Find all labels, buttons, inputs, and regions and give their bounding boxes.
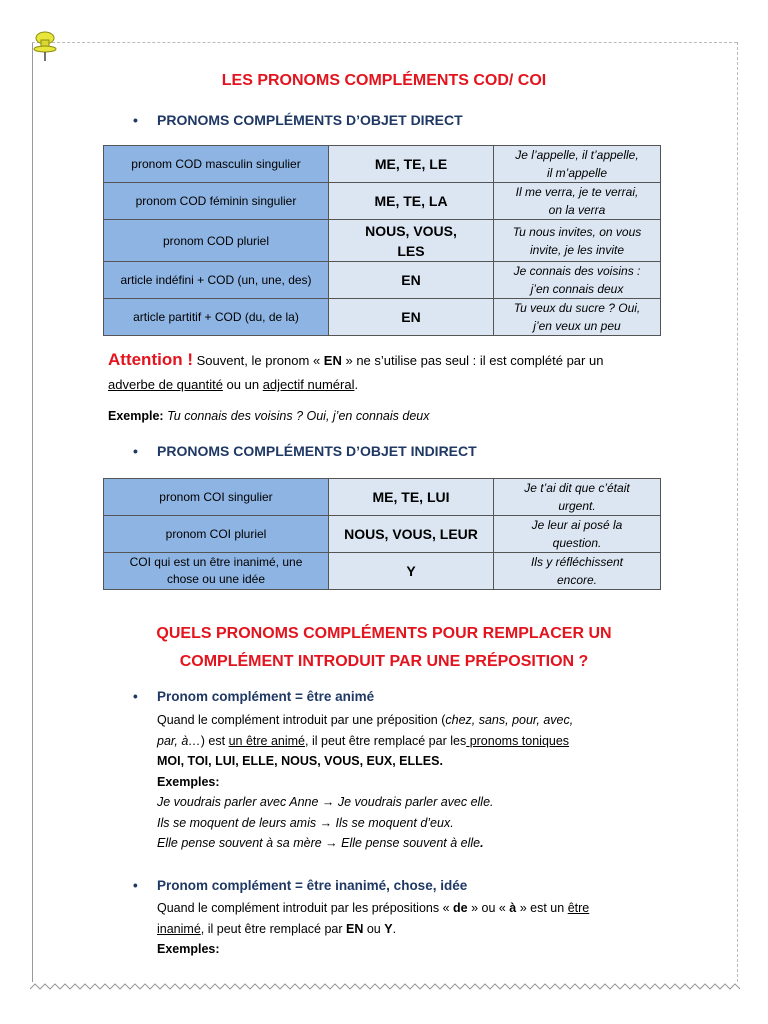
- table-row: [104, 479, 661, 516]
- arrow-right-icon: →: [321, 795, 335, 809]
- table-cell: ME, TE, LUI: [329, 479, 494, 516]
- pushpin-icon: [30, 28, 60, 62]
- table-cell: Je t’ai dit que c’était urgent.: [494, 479, 661, 516]
- cod-table: [103, 145, 661, 336]
- bullet-icon: •: [133, 689, 138, 704]
- table-cell: EN: [329, 299, 494, 336]
- table-row: [104, 262, 661, 299]
- table-cell: pronom COI pluriel: [104, 516, 329, 553]
- attention-note: Attention ! Souvent, le pronom « EN » ne s’utilise pas seul : il est complété par un adverbe de quantité ou un adjectif numéral.: [108, 350, 604, 392]
- bullet-icon: •: [133, 878, 138, 893]
- table-cell: Y: [329, 553, 494, 590]
- table-row: [104, 299, 661, 336]
- arrow-right-icon: →: [319, 815, 333, 830]
- document-page: LES PRONOMS COMPLÉMENTS COD/ COI • PRONOMS COMPLÉMENTS D’OBJET DIRECT pronom COD masculin singulier ME, TE, LE Je l’appelle, il t’appelle, il m’appelle pronom COD féminin singulier ME, TE, LA Il me verra, je te verrai, on la verra pronom COD pluriel NOUS, VOUS, LES Tu nous invites, on vous invite, je les invite article indéfini + COD (un, une, des) EN Je connais des voisins : j’en connais deux article partitif + COD (du, de la) EN Tu veux du sucre ? Oui, j’en veux un peu Attention ! Souvent, le pronom « EN » ne s’utilise pas seul : il est complété par un adverbe de quantité ou un adjectif numéral. Exemple: Tu connais des voisins ? Oui, j’en connais deux • PRONOMS COMPLÉMENTS D’OBJET INDIRECT pronom COI singulier ME, TE, LUI Je t’ai dit que c’était urgent. pronom COI pluriel NOUS, VOUS, LEUR Je leur ai posé la question. COI qui est un être inanimé, une chose ou une idée Y Ils y réfléchissent encore. QUELS PRONOMS COMPLÉMENTS POUR REMPLACER UN COMPLÉMENT INTRODUIT PAR UNE PRÉPOSITION ? • Pronom complément = être animé Quand le complément introduit par une préposition (chez, sans, pour, avec, par, à…) est un être animé, il peut être remplacé par les pronoms toniques MOI, TOI, LUI, ELLE, NOUS, VOUS, EUX, ELLES. Exemples: Je voudrais parler avec Anne → Je voudrais parler avec elle. Ils se moquent de leurs amis → Ils se moquent d’eux. Elle pense souvent à sa mère → Elle pense souvent à elle. • Pronom complément = être inanimé, chose, idée Quand le complément introduit par les prépositions « de » ou « à » est un être inanimé, il peut être remplacé par EN ou Y. Exemples:: [0, 0, 768, 1024]
- table-cell: EN: [329, 262, 494, 299]
- table-cell: article partitif + COD (du, de la): [104, 299, 329, 336]
- anime-paragraph: Quand le complément introduit par une préposition (chez, sans, pour, avec, par, à…) est un être animé, il peut être remplacé par les pronoms toniques MOI, TOI, LUI, ELLE, NOUS, VOUS, EUX, ELLES. Exemples: Je voudrais parler avec Anne → Je voudrais parler avec elle. Ils se moquent de leurs amis → Ils se moquent d’eux. Elle pense souvent à sa mère → Elle pense souvent à elle.: [157, 713, 574, 850]
- table-row: [104, 553, 661, 590]
- table-cell: NOUS, VOUS, LES: [329, 220, 494, 262]
- table-cell: pronom COI singulier: [104, 479, 329, 516]
- table-cell: Tu veux du sucre ? Oui, j’en veux un peu: [494, 299, 661, 336]
- table-cell: Il me verra, je te verrai, on la verra: [494, 183, 661, 220]
- page-torn-edge: [30, 982, 740, 996]
- table-cell: Tu nous invites, on vous invite, je les invite: [494, 220, 661, 262]
- table-cell: Ils y réfléchissent encore.: [494, 553, 661, 590]
- attention-label: Attention !: [108, 350, 193, 369]
- coi-table: [103, 478, 661, 590]
- table-cell: pronom COD pluriel: [104, 220, 329, 262]
- page-border-left: [32, 42, 33, 982]
- table-cell: ME, TE, LA: [329, 183, 494, 220]
- table-row: [104, 183, 661, 220]
- bullet-icon: •: [133, 112, 138, 128]
- page-border-top: [32, 42, 737, 43]
- table-cell: pronom COD masculin singulier: [104, 146, 329, 183]
- page-border-right: [737, 42, 738, 982]
- table-cell: COI qui est un être inanimé, une chose ou une idée: [104, 553, 329, 590]
- arrow-right-icon: →: [325, 836, 338, 850]
- table-cell: pronom COD féminin singulier: [104, 183, 329, 220]
- table-cell: Je l’appelle, il t’appelle, il m’appelle: [494, 146, 661, 183]
- page-title: LES PRONOMS COMPLÉMENTS COD/ COI: [221, 72, 547, 89]
- table-row: [104, 220, 661, 262]
- bullet-icon: •: [133, 443, 138, 459]
- table-cell: NOUS, VOUS, LEUR: [329, 516, 494, 553]
- example-line: Exemple: Tu connais des voisins ? Oui, j’en connais deux: [108, 409, 430, 423]
- table-row: [104, 146, 661, 183]
- table-row: [104, 516, 661, 553]
- inanime-paragraph: Quand le complément introduit par les prépositions « de » ou « à » est un être inanimé, il peut être remplacé par EN ou Y. Exemples:: [157, 901, 590, 956]
- table-cell: Je leur ai posé la question.: [494, 516, 661, 553]
- section-title-prepositions: QUELS PRONOMS COMPLÉMENTS POUR REMPLACER UN COMPLÉMENT INTRODUIT PAR UNE PRÉPOSITION ?: [156, 625, 612, 670]
- table-cell: article indéfini + COD (un, une, des): [104, 262, 329, 299]
- table-cell: Je connais des voisins : j’en connais deux: [494, 262, 661, 299]
- table-cell: ME, TE, LE: [329, 146, 494, 183]
